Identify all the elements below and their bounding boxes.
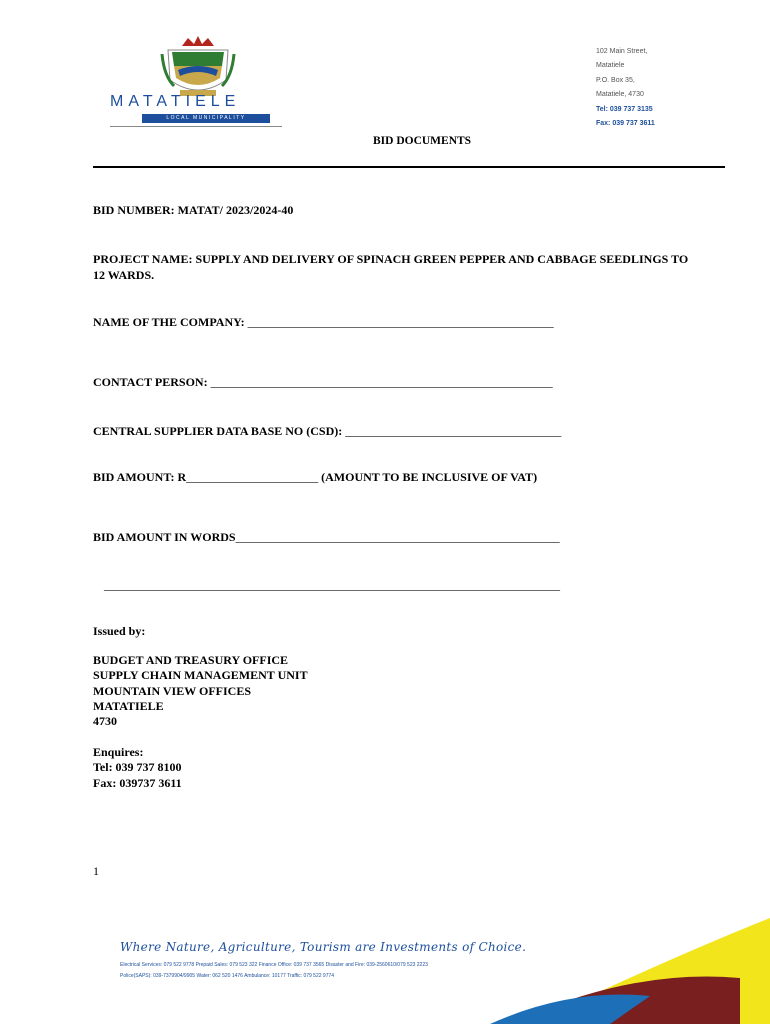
page-number: 1: [93, 864, 99, 878]
address-tel: Tel: 039 737 3135: [596, 105, 653, 113]
document-title: BID DOCUMENTS: [373, 135, 472, 147]
bid-amount-words-blank[interactable]: ______________________________________________________: [235, 530, 560, 544]
address-line: Matatiele: [596, 62, 625, 70]
contact-person-label: CONTACT PERSON:: [93, 375, 211, 389]
enquiries-tel: Tel: 039 737 8100: [93, 760, 182, 775]
enquiries-block: [93, 745, 182, 791]
company-name-blank[interactable]: ___________________________________________________: [247, 315, 554, 329]
municipality-wordmark: MATATIELE: [110, 93, 241, 110]
bid-amount-words-field[interactable]: [93, 530, 560, 545]
contact-person-field[interactable]: [93, 375, 553, 390]
address-line: 102 Main Street,: [596, 48, 648, 55]
issued-by-heading: Issued by:: [93, 624, 146, 638]
office-line: MATATIELE: [93, 698, 164, 713]
bid-amount-words-continuation[interactable]: ____________________________________________________________________________: [104, 578, 560, 592]
footer-contacts-line: Electrical Services: 079 522 9778 Prepaid Sales: 079 523 322 Finance Office: 039 737 3565 Disaster and Fire: 039-2560610/079 523 2223: [120, 962, 428, 968]
company-name-label: NAME OF THE COMPANY:: [93, 315, 248, 329]
address-line: P.O. Box 35,: [596, 76, 635, 84]
csd-number-blank[interactable]: ____________________________________: [345, 424, 562, 438]
project-name: PROJECT NAME: SUPPLY AND DELIVERY OF SPINACH GREEN PEPPER AND CABBAGE SEEDLINGS TO 12 WARDS.: [93, 252, 689, 282]
bid-amount-label: BID AMOUNT: R: [93, 470, 187, 484]
municipality-tagline: LOCAL MUNICIPALITY: [142, 114, 270, 123]
csd-number-field[interactable]: [93, 424, 561, 439]
address-fax: Fax: 039 737 3611: [596, 120, 655, 128]
contact-person-blank[interactable]: _________________________________________________________: [210, 375, 553, 389]
bid-amount-words-label: BID AMOUNT IN WORDS: [93, 530, 236, 544]
office-line: SUPPLY CHAIN MANAGEMENT UNIT: [93, 668, 308, 683]
address-line: Matatiele, 4730: [596, 91, 644, 99]
issuing-office-block: [93, 653, 308, 729]
bid-number: BID NUMBER: MATAT/ 2023/2024-40: [93, 203, 294, 217]
office-line: MOUNTAIN VIEW OFFICES: [93, 683, 252, 698]
footer-slogan: Where Nature, Agriculture, Tourism are Investments of Choice.: [120, 940, 527, 954]
title-divider: [93, 166, 725, 168]
enquiries-label: Enquires:: [93, 745, 144, 759]
logo-divider: [110, 126, 282, 127]
office-line: 4730: [93, 714, 117, 729]
company-name-field[interactable]: [93, 315, 554, 330]
office-line: BUDGET AND TREASURY OFFICE: [93, 653, 289, 667]
bid-amount-note: (AMOUNT TO BE INCLUSIVE OF VAT): [318, 470, 538, 484]
address-block: [596, 45, 655, 131]
footer-contacts-line: Police(SAPS): 039-7379904/9905 Water: 062 520 1476 Ambulance: 10177 Traffic: 079 522 9774: [120, 973, 335, 979]
csd-number-label: CENTRAL SUPPLIER DATA BASE NO (CSD):: [93, 424, 346, 438]
bid-amount-field[interactable]: [93, 470, 537, 485]
bid-amount-blank[interactable]: ______________________: [186, 470, 319, 484]
enquiries-fax: Fax: 039737 3611: [93, 775, 182, 790]
footer-swoosh-graphic: [490, 918, 770, 1024]
